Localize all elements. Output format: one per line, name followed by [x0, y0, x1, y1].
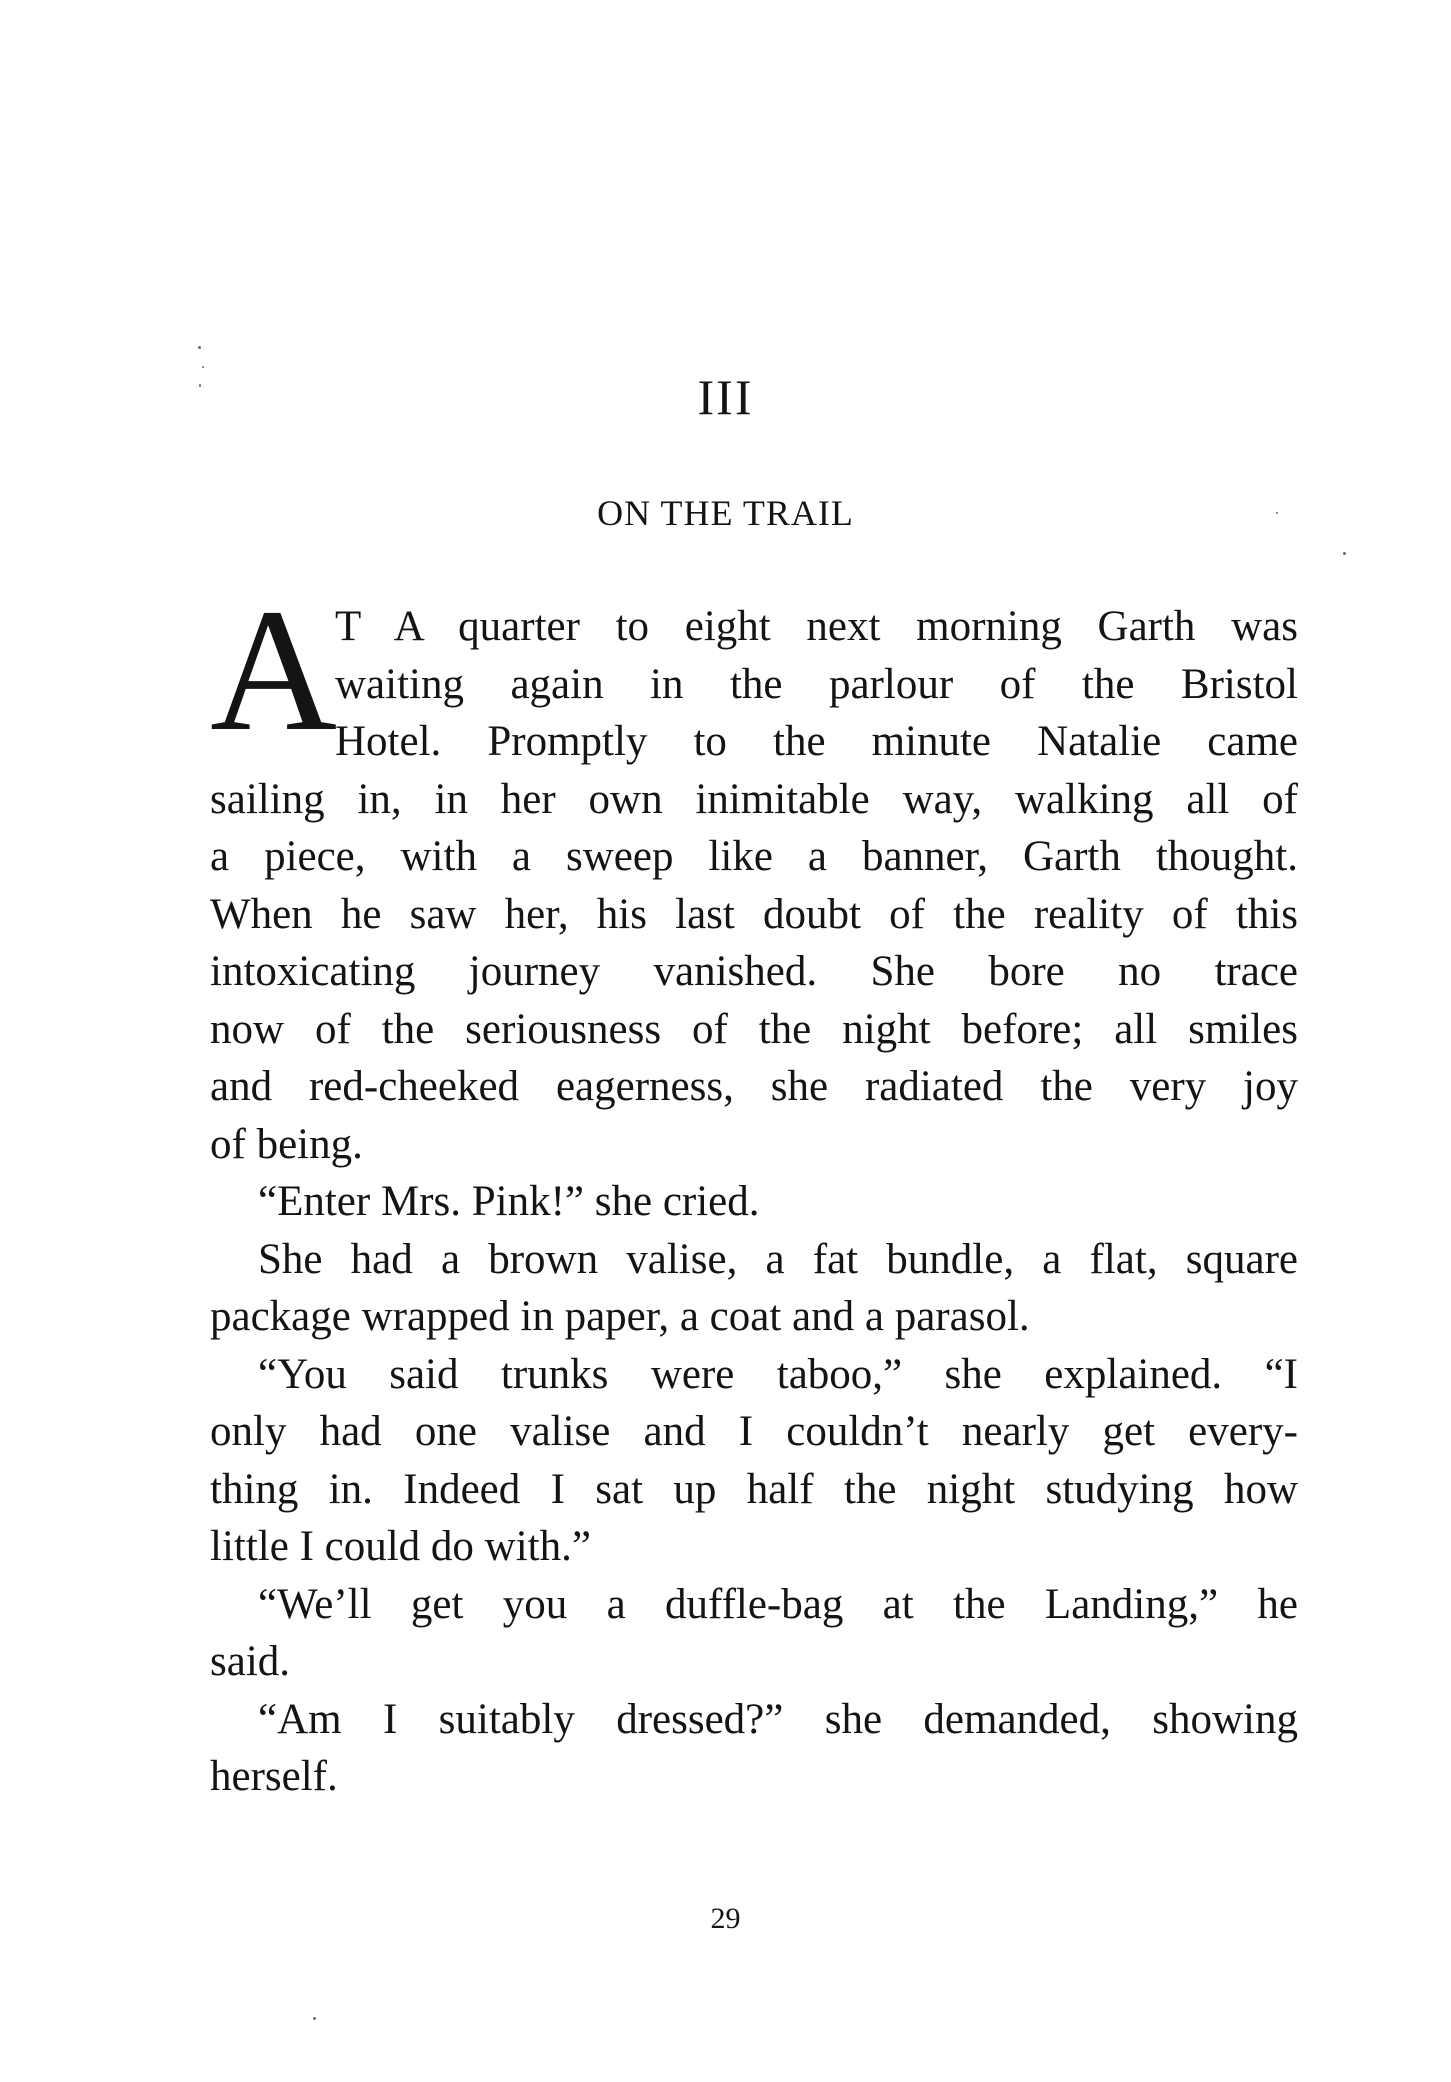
text-line: When he saw her, his last doubt of the reality of this: [210, 890, 1298, 938]
text-line: little I could do with.”: [210, 1523, 591, 1570]
scan-speck: [199, 384, 201, 387]
text-line: and red-cheeked eagerness, she radiated the very joy: [210, 1063, 1298, 1110]
text-line: package wrapped in paper, a coat and a parasol.: [210, 1293, 1030, 1340]
text-line: T A quarter to eight next morning Garth was: [335, 603, 1298, 650]
text-line: Hotel. Promptly to the minute Natalie came: [335, 718, 1298, 765]
text-line: “We’ll get you a duffle-bag at the Landing,” he: [258, 1580, 1298, 1628]
chapter-title: ON THE TRAIL: [597, 493, 854, 533]
text-line: She had a brown valise, a fat bundle, a flat, square: [258, 1235, 1298, 1283]
text-line: only had one valise and I couldn’t nearly get every-: [210, 1408, 1298, 1455]
drop-cap: A: [210, 573, 338, 768]
text-line: thing in. Indeed I sat up half the night studying how: [210, 1465, 1298, 1513]
scan-speck: [1343, 552, 1346, 555]
text-line: waiting again in the parlour of the Bristol: [335, 660, 1298, 708]
text-line: sailing in, in her own inimitable way, walking all of: [210, 775, 1298, 823]
body-text: [210, 573, 1298, 1806]
text-line: herself.: [210, 1753, 338, 1800]
scan-speck: [202, 366, 204, 368]
text-line: of being.: [210, 1120, 363, 1168]
opening-paragraph: [210, 573, 1298, 771]
page-number: 29: [710, 1902, 741, 1935]
scan-speck: [1276, 512, 1278, 514]
text-line: “Enter Mrs. Pink!” she cried.: [258, 1178, 760, 1225]
scan-speck: [198, 346, 201, 349]
scan-speck: [313, 2017, 316, 2020]
text-line: a piece, with a sweep like a banner, Garth thought.: [210, 833, 1298, 880]
text-line: “Am I suitably dressed?” she demanded, showing: [258, 1695, 1298, 1743]
text-line: said.: [210, 1638, 291, 1685]
text-line: “You said trunks were taboo,” she explained. “I: [258, 1350, 1298, 1398]
chapter-number: III: [697, 369, 754, 425]
text-line: now of the seriousness of the night before; all smiles: [210, 1005, 1298, 1053]
text-line: intoxicating journey vanished. She bore no trace: [210, 948, 1298, 995]
